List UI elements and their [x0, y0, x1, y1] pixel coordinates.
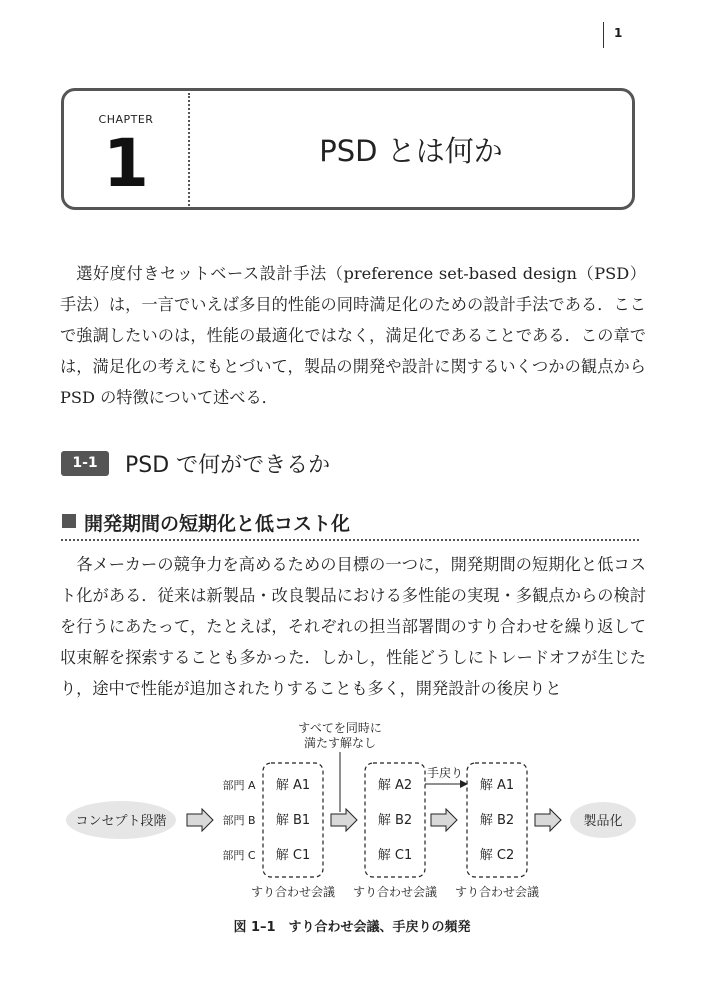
group-1-solution-c: 解 C1: [275, 848, 311, 863]
group-3-solution-a: 解 A1: [479, 778, 515, 793]
flow-arrow-3: [431, 809, 457, 831]
flow-arrow-4: [535, 809, 561, 831]
department-a-label: 部門 A: [222, 779, 256, 792]
end-label: 製品化: [583, 814, 623, 829]
start-label: コンセプト段階: [75, 814, 167, 829]
department-c-label: 部門 C: [222, 849, 256, 862]
chapter-title: PSD とは何か: [319, 133, 503, 168]
group-2-label: すり合わせ会議: [352, 885, 438, 899]
intro-paragraph: 選好度付きセットベース設計手法（preference set-based design（PSD）手法）は，一言でいえば多目的性能の同時満足化のための設計手法である．ここで強調したいのは，性能の最適化ではなく，満足化であることである．この章では，満足化の考えにもとづいて，製品の開発や設計に関するいくつかの観点から PSD の特徴について述べる．: [60, 264, 646, 407]
chapter-number: 1: [103, 125, 149, 202]
group-3-solution-c: 解 C2: [479, 848, 515, 863]
body-paragraph: 各メーカーの競争力を高めるための目標の一つに，開発期間の短期化と低コスト化がある．従来は新製品・改良製品における多性能の実現・多観点からの検討を行うにあたって，たとえば，それぞれの担当部署間のすり合わせを繰り返して収束解を探索することも多かった．しかし，性能どうしにトレードオフが生じたり，途中で性能が追加されたりすることも多く，開発設計の後戻りと: [60, 555, 646, 698]
figure-note-line1: すべてを同時に: [298, 721, 382, 735]
subsection-title: 開発期間の短期化と低コスト化: [84, 513, 351, 535]
group-1-solution-a: 解 A1: [275, 778, 311, 793]
figure-note-line2: 満たす解なし: [303, 736, 377, 750]
flow-arrow-1: [187, 809, 213, 831]
chapter-label: CHAPTER: [98, 113, 154, 126]
group-3-label: すり合わせ会議: [454, 885, 540, 899]
group-2-solution-b: 解 B2: [377, 813, 413, 828]
figure-caption: 図 1–1 すり合わせ会議、手戻りの頻発: [233, 920, 471, 935]
department-b-label: 部門 B: [222, 814, 256, 827]
group-1-solution-b: 解 B1: [275, 813, 311, 828]
section-title: PSD で何ができるか: [125, 453, 331, 478]
page-number: 1: [614, 26, 623, 40]
group-2-solution-a: 解 A2: [377, 778, 413, 793]
group-1-label: すり合わせ会議: [250, 885, 336, 899]
group-2-solution-c: 解 C1: [377, 848, 413, 863]
section-badge: 1-1: [61, 451, 109, 476]
group-3-solution-b: 解 B2: [479, 813, 515, 828]
flow-arrow-2: [331, 809, 357, 831]
rework-label: 手戻り: [426, 766, 464, 780]
